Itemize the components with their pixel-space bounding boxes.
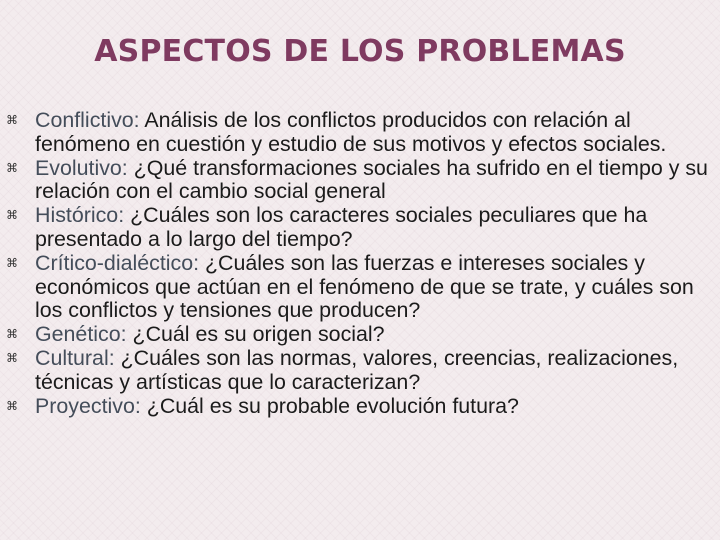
slide-title: ASPECTOS DE LOS PROBLEMAS [94,34,626,69]
list-item-evolutivo [0,157,710,205]
item-term: Genético: [35,322,127,347]
list-item-cultural [0,347,710,395]
command-key-icon: ⌘ [6,208,18,223]
item-text: ¿Cuáles son los caracteres sociales peculiares que ha presentado a lo largo del tiempo? [35,203,648,251]
command-key-icon: ⌘ [6,327,18,342]
command-key-icon: ⌘ [6,113,18,127]
item-term: Cultural: [35,345,115,370]
list-item-critico-dialectico [0,252,710,323]
item-term: Evolutivo: [35,155,128,180]
item-term: Proyectivo: [35,393,141,418]
item-text: ¿Cuál es su origen social? [126,322,385,347]
command-key-icon: ⌘ [6,255,18,270]
item-term: Crítico-dialéctico: [35,250,200,275]
list-item-historico [0,204,710,252]
list-item-proyectivo [0,395,710,419]
item-text: ¿Qué transformaciones sociales ha sufrido en el tiempo y su relación con el cambio social general [35,155,708,204]
item-text: ¿Cuál es su probable evolución futura? [140,393,519,418]
item-text: ¿Cuáles son las normas, valores, creencias, realizaciones, técnicas y artísticas que lo caracterizan? [35,345,679,394]
item-term: Histórico: [35,203,125,228]
item-text: Análisis de los conflictos producidos con relación al fenómeno en cuestión y estudio de sus motivos y efectos sociales. [35,108,667,156]
list-item-conflictivo [0,109,710,157]
command-key-icon: ⌘ [6,160,18,175]
list-item-genetico [0,323,710,347]
command-key-icon: ⌘ [6,398,18,413]
item-term: Conflictivo: [35,108,140,132]
aspects-list [0,109,720,418]
item-text: ¿Cuáles son las fuerzas e intereses sociales y económicos que actúan en el fenómeno de que se trate, y cuáles son los conflictos y tensiones que producen? [35,250,694,323]
command-key-icon: ⌘ [6,350,18,365]
